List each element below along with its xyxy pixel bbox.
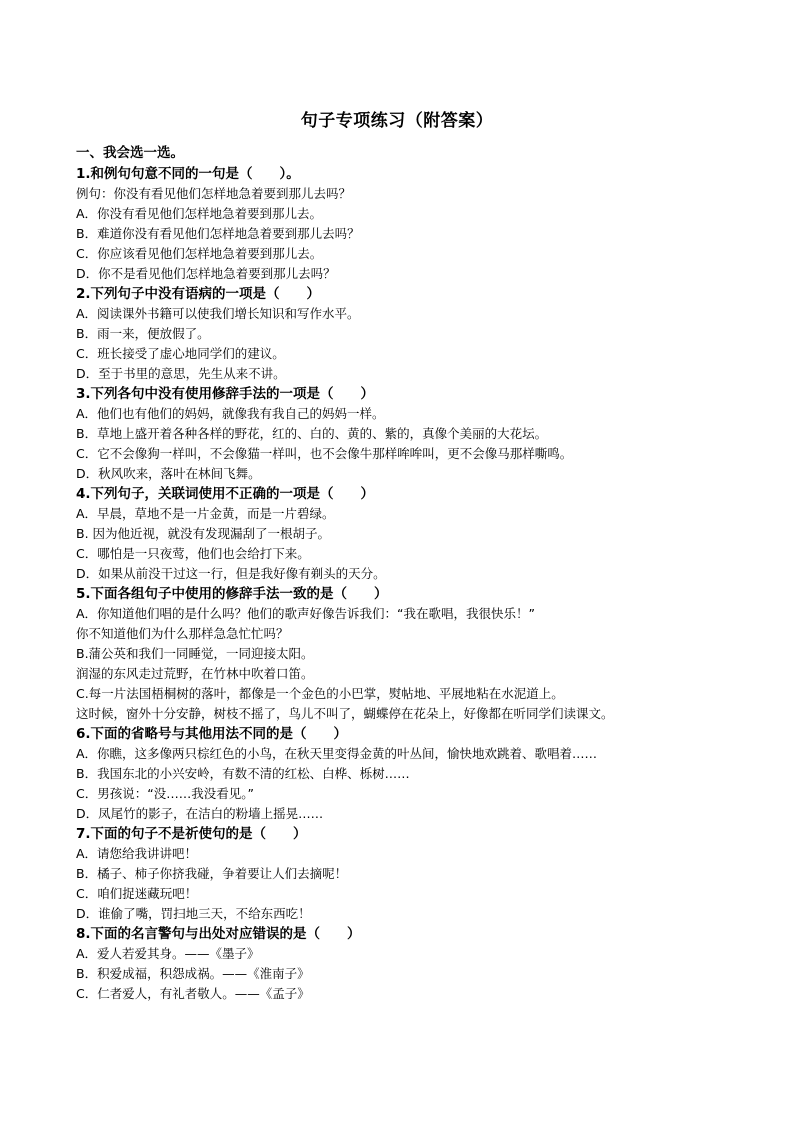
- option-b-continued: 润湿的东风走过荒野，在竹林中吹着口笛。: [76, 666, 314, 681]
- question-4: [76, 484, 736, 584]
- option-b: B．橘子、柿子你挤我碰，争着要让人们去摘呢！: [76, 866, 348, 881]
- option-a: A．早晨，草地不是一片金黄，而是一片碧绿。: [76, 506, 335, 521]
- option-a: A．爱人若爱其身。——《墨子》: [76, 946, 260, 961]
- question-title: 7.下面的句子不是祈使句的是（ ）: [76, 826, 307, 842]
- option-a: A．你瞧，这多像两只棕红色的小鸟，在秋天里变得金黄的叶丛间，愉快地欢跳着、歌唱着……: [76, 746, 598, 761]
- option-a-continued: 你不知道他们为什么那样急急忙忙吗？: [76, 626, 289, 641]
- option-d: D．凤尾竹的影子，在洁白的粉墙上摇晃……: [76, 806, 324, 821]
- question-5: [76, 584, 736, 724]
- option-a: A．阅读课外书籍可以使我们增长知识和写作水平。: [76, 306, 360, 321]
- option-d: D．至于书里的意思，先生从来不讲。: [76, 366, 286, 381]
- example-sentence: 例句：你没有看见他们怎样地急着要到那儿去吗？: [76, 186, 352, 201]
- option-c: C．班长接受了虚心地同学们的建议。: [76, 346, 285, 361]
- option-a: A．请您给我讲讲吧！: [76, 846, 198, 861]
- question-title: 3.下列各句中没有使用修辞手法的一项是（ ）: [76, 386, 375, 402]
- option-b: B．我国东北的小兴安岭，有数不清的红松、白桦、栎树……: [76, 766, 410, 781]
- section-heading: 一、我会选一选。: [76, 145, 184, 161]
- option-a: A．你没有看见他们怎样地急着要到那儿去。: [76, 206, 323, 221]
- option-c-continued: 这时候，窗外十分安静，树枝不摇了，鸟儿不叫了，蝴蝶停在花朵上，好像都在听同学们读课文。: [76, 706, 614, 721]
- option-a: A．你知道他们唱的是什么吗？他们的歌声好像告诉我们：“我在歌唱，我很快乐！”: [76, 606, 536, 621]
- question-title: 8.下面的名言警句与出处对应错误的是（ ）: [76, 926, 361, 942]
- option-c: C.每一片法国梧桐树的落叶，都像是一个金色的小巴掌，熨帖地、平展地粘在水泥道上。: [76, 686, 564, 701]
- option-b: B．草地上盛开着各种各样的野花，红的、白的、黄的、紫的，真像个美丽的大花坛。: [76, 426, 548, 441]
- option-b: B.蒲公英和我们一同睡觉，一同迎接太阳。: [76, 646, 314, 661]
- option-a: A．他们也有他们的妈妈，就像我有我自己的妈妈一样。: [76, 406, 385, 421]
- option-b: B．雨一来，便放假了。: [76, 326, 210, 341]
- question-title: 4.下列句子，关联词使用不正确的一项是（ ）: [76, 486, 375, 502]
- document-content: [76, 143, 736, 1004]
- question-title: 2.下列句子中没有语病的一项是（ ）: [76, 286, 321, 302]
- option-c: C．男孩说：“没……我没看见。”: [76, 786, 254, 801]
- question-title: 1.和例句句意不同的一句是（ ）。: [76, 166, 300, 182]
- question-title: 5.下面各组句子中使用的修辞手法一致的是（ ）: [76, 586, 388, 602]
- option-c: C．咱们捉迷藏玩吧！: [76, 886, 198, 901]
- question-3: [76, 384, 736, 484]
- question-1: [76, 164, 736, 284]
- question-7: [76, 824, 736, 924]
- option-b: B．积爱成福，积怨成祸。——《淮南子》: [76, 966, 310, 981]
- option-d: D．秋风吹来，落叶在林间飞舞。: [76, 466, 261, 481]
- question-title: 6.下面的省略号与其他用法不同的是（ ）: [76, 726, 348, 742]
- option-d: D．你不是看见他们怎样地急着要到那儿去吗？: [76, 266, 336, 281]
- option-c: C．哪怕是一只夜莺，他们也会给打下来。: [76, 546, 310, 561]
- question-2: [76, 284, 736, 384]
- option-d: D．谁偷了嘴，罚扫地三天，不给东西吃！: [76, 906, 311, 921]
- question-6: [76, 724, 736, 824]
- option-b: B. 因为他近视，就没有发现漏刮了一根胡子。: [76, 526, 331, 541]
- option-d: D．如果从前没干过这一行，但是我好像有剃头的天分。: [76, 566, 386, 581]
- option-c: C．仁者爱人，有礼者敬人。——《孟子》: [76, 986, 310, 1001]
- document-title: 句子专项练习（附答案）: [300, 111, 494, 131]
- question-8: [76, 924, 736, 1004]
- option-c: C．它不会像狗一样叫，不会像猫一样叫，也不会像牛那样哞哞叫，更不会像马那样嘶鸣。: [76, 446, 573, 461]
- option-c: C．你应该看见他们怎样地急着要到那儿去。: [76, 246, 323, 261]
- option-b: B．难道你没有看见他们怎样地急着要到那儿去吗？: [76, 226, 360, 241]
